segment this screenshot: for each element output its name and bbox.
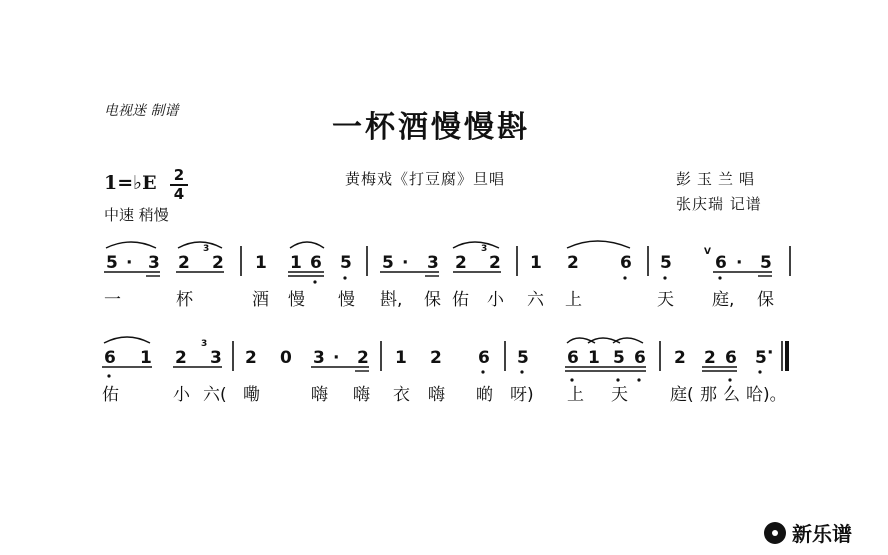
note: 2 — [455, 253, 467, 273]
lyric-char: 佑 — [102, 385, 119, 405]
note: 1 — [290, 253, 302, 273]
note: 1 — [140, 348, 152, 368]
opera-source: 黄梅戏《打豆腐》旦唱 — [345, 170, 506, 188]
singer-credit: 彭玉兰唱 — [676, 170, 761, 188]
slur — [104, 337, 150, 343]
low-octave-dot — [343, 276, 346, 279]
lyric-char: 呀) — [510, 385, 534, 405]
note: 2 — [430, 348, 442, 368]
low-octave-dot — [481, 370, 484, 373]
note: 3 — [313, 348, 325, 368]
score-row-1 — [104, 241, 790, 284]
note: 5 — [760, 253, 772, 273]
note: 0 — [280, 348, 292, 368]
lyrics-row-2 — [102, 385, 787, 405]
lyric-char: 六( — [203, 385, 227, 405]
lyric-char: 哈)。 — [746, 385, 787, 405]
lyric-char: 嗨 — [428, 385, 445, 405]
slur — [290, 242, 324, 248]
meter-numerator: 2 — [173, 166, 185, 184]
lyric-char: 保 — [757, 290, 774, 310]
slur — [453, 242, 499, 248]
lyric-char: 那 — [700, 385, 717, 405]
note: 6 — [567, 348, 579, 368]
lyric-char: 小 — [487, 290, 504, 310]
site-logo[interactable] — [764, 518, 852, 547]
meter-denominator: 4 — [173, 185, 185, 203]
key-signature: 1=♭E — [104, 172, 157, 194]
lyric-char: 慢 — [288, 290, 305, 310]
lyric-char: 啲 — [476, 385, 493, 405]
note: 6 — [104, 348, 116, 368]
note: 2 — [178, 253, 190, 273]
lyric-char: 嘞 — [243, 385, 260, 405]
tempo-marking: 中速 稍慢 — [104, 206, 169, 224]
low-octave-dot — [718, 276, 721, 279]
breath-mark: V — [704, 247, 711, 257]
note: 6 — [620, 253, 632, 273]
vinyl-record-icon — [764, 522, 786, 544]
note: 5 — [340, 253, 352, 273]
lyric-char: 一 — [104, 290, 121, 310]
note: 1 — [255, 253, 267, 273]
lyric-char: 庭( — [670, 385, 694, 405]
lyric-char: 上 — [567, 385, 584, 405]
dot: · — [333, 348, 340, 368]
low-octave-dot — [758, 370, 761, 373]
note: 3 — [148, 253, 160, 273]
note: 2 — [489, 253, 501, 273]
grace-note: 3 — [201, 339, 208, 349]
lyric-char: 杯 — [176, 290, 193, 310]
lyric-char: 衣 — [393, 385, 410, 405]
logo-text: 新乐谱 — [792, 522, 852, 546]
note: 3 — [427, 253, 439, 273]
lyric-char: 么 — [723, 385, 740, 405]
note: 5 — [613, 348, 625, 368]
lyrics-row-1 — [104, 290, 774, 310]
note: 2 — [567, 253, 579, 273]
note: 6 — [715, 253, 727, 273]
note: 2 — [357, 348, 369, 368]
slur — [106, 242, 156, 248]
low-octave-dot — [623, 276, 626, 279]
lyric-char: 保 — [424, 290, 441, 310]
note: 5 — [517, 348, 529, 368]
lyric-char: 酒 — [252, 290, 269, 310]
lyric-char: 佑 — [452, 290, 469, 310]
note: 1 — [395, 348, 407, 368]
lyric-char: 嗨 — [353, 385, 370, 405]
slur — [567, 241, 630, 248]
note: 2 — [704, 348, 716, 368]
note: 5 — [660, 253, 672, 273]
grace-note: 3 — [203, 244, 210, 254]
lyric-char: 嗨 — [311, 385, 328, 405]
lyric-char: 斟, — [380, 290, 403, 310]
lyric-char: 天 — [611, 385, 628, 405]
low-octave-dot — [313, 280, 316, 283]
low-octave-dot — [570, 378, 573, 381]
dot: · — [736, 253, 743, 273]
note: 1 — [530, 253, 542, 273]
dot: · — [767, 343, 774, 363]
dot: · — [126, 253, 133, 273]
low-octave-dot — [663, 276, 666, 279]
note: 6 — [634, 348, 646, 368]
dot: · — [402, 253, 409, 273]
note: 6 — [478, 348, 490, 368]
note: 3 — [210, 348, 222, 368]
note: 6 — [725, 348, 737, 368]
note: 1 — [588, 348, 600, 368]
lyric-char: 上 — [565, 290, 582, 310]
lyric-char: 小 — [173, 385, 190, 405]
note: 2 — [674, 348, 686, 368]
note: 5 — [106, 253, 118, 273]
lyric-char: 六 — [527, 290, 544, 310]
transcriber-credit: 张庆瑞 记谱 — [676, 195, 762, 213]
score-row-2 — [102, 337, 787, 382]
lyric-char: 慢 — [338, 290, 355, 310]
note: 2 — [212, 253, 224, 273]
grace-note: 3 — [481, 244, 488, 254]
low-octave-dot — [637, 378, 640, 381]
note: 2 — [175, 348, 187, 368]
note: 6 — [310, 253, 322, 273]
lyric-char: 庭, — [712, 290, 735, 310]
low-octave-dot — [520, 370, 523, 373]
song-title: 一杯酒慢慢斟 — [332, 110, 530, 145]
note: 2 — [245, 348, 257, 368]
lyric-char: 天 — [657, 290, 674, 310]
slur — [178, 242, 222, 248]
low-octave-dot — [107, 374, 110, 377]
score-maker: 电视迷 制谱 — [104, 103, 179, 119]
low-octave-dot — [616, 378, 619, 381]
low-octave-dot — [728, 378, 731, 381]
note: 5 — [755, 348, 767, 368]
note: 5 — [382, 253, 394, 273]
